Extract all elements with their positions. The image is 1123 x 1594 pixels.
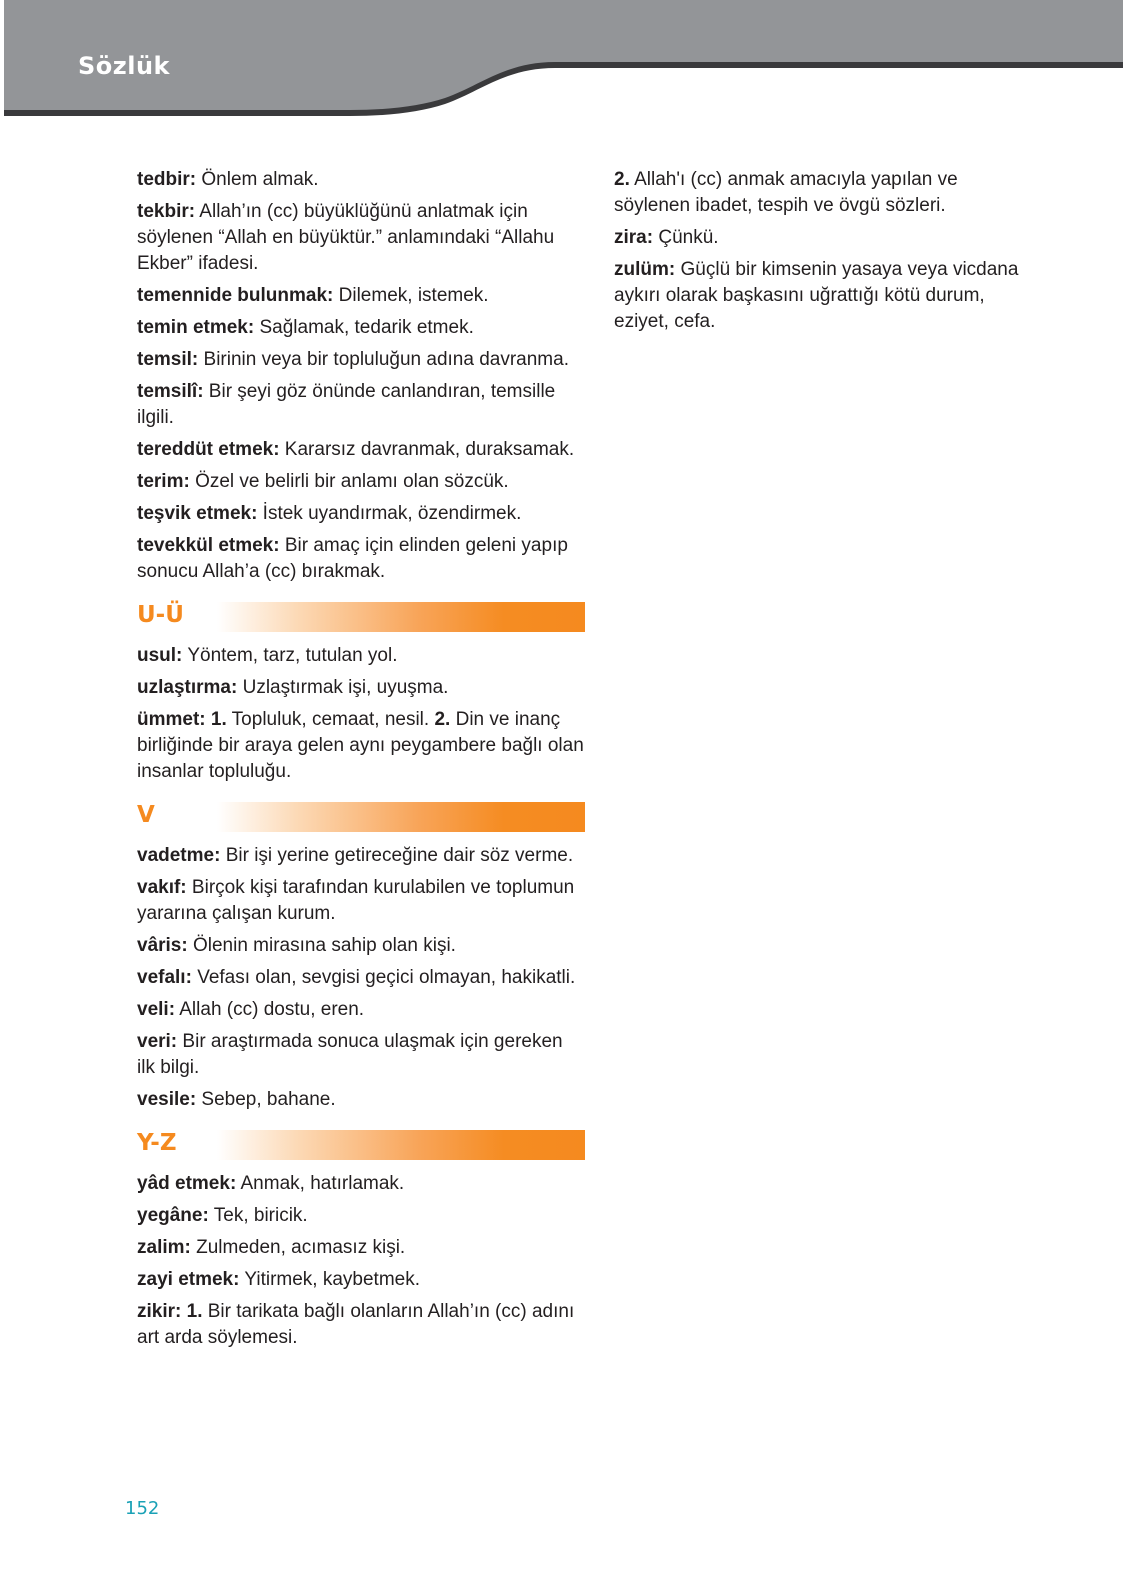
definition: Allah'ı (cc) anmak amacıyla yapılan ve söylenen ibadet, tespih ve övgü sözleri. <box>614 169 958 216</box>
definition: Tek, biricik. <box>208 1205 308 1226</box>
definition: Dilemek, istemek. <box>333 285 489 306</box>
entry-vefali <box>137 965 585 991</box>
term: teşvik etmek: <box>137 503 258 524</box>
definition: Din ve inanç birliğinde bir araya gelen aynı peygambere bağlı olan insanlar topluluğu. <box>137 709 584 782</box>
entry-zulum <box>614 257 1034 335</box>
term: terim: <box>137 471 190 492</box>
entry-ummet <box>137 707 585 785</box>
entry-tesvik-etmek <box>137 501 585 527</box>
entry-tedbir <box>137 167 585 193</box>
entry-zayi-etmek <box>137 1267 585 1293</box>
definition: Sebep, bahane. <box>196 1089 336 1110</box>
entry-terim <box>137 469 585 495</box>
entry-temennide-bulunmak <box>137 283 585 309</box>
entry-uzlastirma <box>137 675 585 701</box>
v-entries <box>137 843 585 1113</box>
entry-veri <box>137 1029 585 1081</box>
entry-temin-etmek <box>137 315 585 341</box>
definition: Vefası olan, sevgisi geçici olmayan, hakikatli. <box>191 967 576 988</box>
right-column <box>614 167 1034 341</box>
term: tekbir: <box>137 201 196 222</box>
definition: Kararsız davranmak, duraksamak. <box>279 439 575 460</box>
section-header-v <box>137 799 585 831</box>
section-gradient-bar <box>217 1130 585 1160</box>
definition: Sağlamak, tedarik etmek. <box>254 317 474 338</box>
entry-zikir <box>137 1299 585 1351</box>
entry-tevekkul-etmek <box>137 533 585 585</box>
page-number: 152 <box>125 1498 160 1519</box>
entry-yad-etmek <box>137 1171 585 1197</box>
term: vâris: <box>137 935 188 956</box>
definition: Yöntem, tarz, tutulan yol. <box>182 645 398 666</box>
definition: Ölenin mirasına sahip olan kişi. <box>187 935 456 956</box>
entry-zira <box>614 225 1034 251</box>
definition: Allah (cc) dostu, eren. <box>175 999 365 1020</box>
term: yâd etmek: <box>137 1173 237 1194</box>
section-letter: Y-Z <box>137 1130 177 1156</box>
entry-yegane <box>137 1203 585 1229</box>
term: vesile: <box>137 1089 197 1110</box>
definition: İstek uyandırmak, özendirmek. <box>257 503 522 524</box>
section-header-y-z <box>137 1127 585 1159</box>
definition: Önlem almak. <box>196 169 319 190</box>
term: vefalı: <box>137 967 192 988</box>
entry-zikir-continued <box>614 167 1034 219</box>
definition: Bir şeyi göz önünde canlandıran, temsille ilgili. <box>137 381 556 428</box>
term: tevekkül etmek: <box>137 535 280 556</box>
definition: Çünkü. <box>653 227 719 248</box>
term: yegâne: <box>137 1205 209 1226</box>
definition: Bir araştırmada sonuca ulaşmak için gereken ilk bilgi. <box>137 1031 563 1078</box>
sense-number: 1. <box>205 709 227 730</box>
term: zayi etmek: <box>137 1269 240 1290</box>
term: tedbir: <box>137 169 197 190</box>
uu-entries <box>137 643 585 785</box>
entry-tekbir <box>137 199 585 277</box>
definition: Yitirmek, kaybetmek. <box>239 1269 421 1290</box>
term: zira: <box>614 227 654 248</box>
entry-tereddut-etmek <box>137 437 585 463</box>
header-gray-band <box>4 0 1123 110</box>
definition: Bir işi yerine getireceğine dair söz verme. <box>220 845 574 866</box>
entry-vadetme <box>137 843 585 869</box>
term: zikir: <box>137 1301 182 1322</box>
definition: Zulmeden, acımasız kişi. <box>190 1237 406 1258</box>
term: ümmet: <box>137 709 206 730</box>
entry-zalim <box>137 1235 585 1261</box>
entry-varis <box>137 933 585 959</box>
definition: Özel ve belirli bir anlamı olan sözcük. <box>189 471 509 492</box>
term: temin etmek: <box>137 317 255 338</box>
entry-vakif <box>137 875 585 927</box>
term: temennide bulunmak: <box>137 285 334 306</box>
term: temsil: <box>137 349 199 370</box>
t-entries <box>137 167 585 585</box>
sense-number: 2. <box>614 169 630 190</box>
section-gradient-bar <box>217 602 585 632</box>
term: veri: <box>137 1031 178 1052</box>
entry-temsil <box>137 347 585 373</box>
header-band <box>0 0 1123 122</box>
definition: Allah’ın (cc) büyüklüğünü anlatmak için söylenen “Allah en büyüktür.” anlamındaki “Allahu Ekber” ifadesi. <box>137 201 555 274</box>
term: vakıf: <box>137 877 187 898</box>
definition: Uzlaştırmak işi, uyuşma. <box>237 677 449 698</box>
sense-number: 2. <box>434 709 451 730</box>
definition: Bir tarikata bağlı olanların Allah’ın (cc) adını art arda söylemesi. <box>137 1301 575 1348</box>
definition: Anmak, hatırlamak. <box>236 1173 405 1194</box>
entry-temsili <box>137 379 585 431</box>
sense-number: 1. <box>181 1301 203 1322</box>
term: tereddüt etmek: <box>137 439 280 460</box>
left-column <box>137 167 585 1357</box>
definition: Bir amaç için elinden geleni yapıp sonucu Allah’a (cc) bırakmak. <box>137 535 568 582</box>
term: uzlaştırma: <box>137 677 238 698</box>
definition: Topluluk, cemaat, nesil. <box>226 709 435 730</box>
definition: Birçok kişi tarafından kurulabilen ve toplumun yararına çalışan kurum. <box>137 877 575 924</box>
section-letter: V <box>137 802 155 828</box>
entry-veli <box>137 997 585 1023</box>
term: zulüm: <box>614 259 676 280</box>
section-gradient-bar <box>217 802 585 832</box>
term: veli: <box>137 999 176 1020</box>
entry-vesile <box>137 1087 585 1113</box>
yz-entries <box>137 1171 585 1351</box>
term: usul: <box>137 645 183 666</box>
definition: Birinin veya bir topluluğun adına davranma. <box>198 349 569 370</box>
term: temsilî: <box>137 381 204 402</box>
term: vadetme: <box>137 845 221 866</box>
section-letter: U-Ü <box>137 602 184 628</box>
entry-usul <box>137 643 585 669</box>
definition: Güçlü bir kimsenin yasaya veya vicdana aykırı olarak başkasını uğrattığı kötü durum, eziyet, cefa. <box>614 259 1019 332</box>
section-header-u-u <box>137 599 585 631</box>
term: zalim: <box>137 1237 191 1258</box>
page-title: Sözlük <box>78 52 171 80</box>
